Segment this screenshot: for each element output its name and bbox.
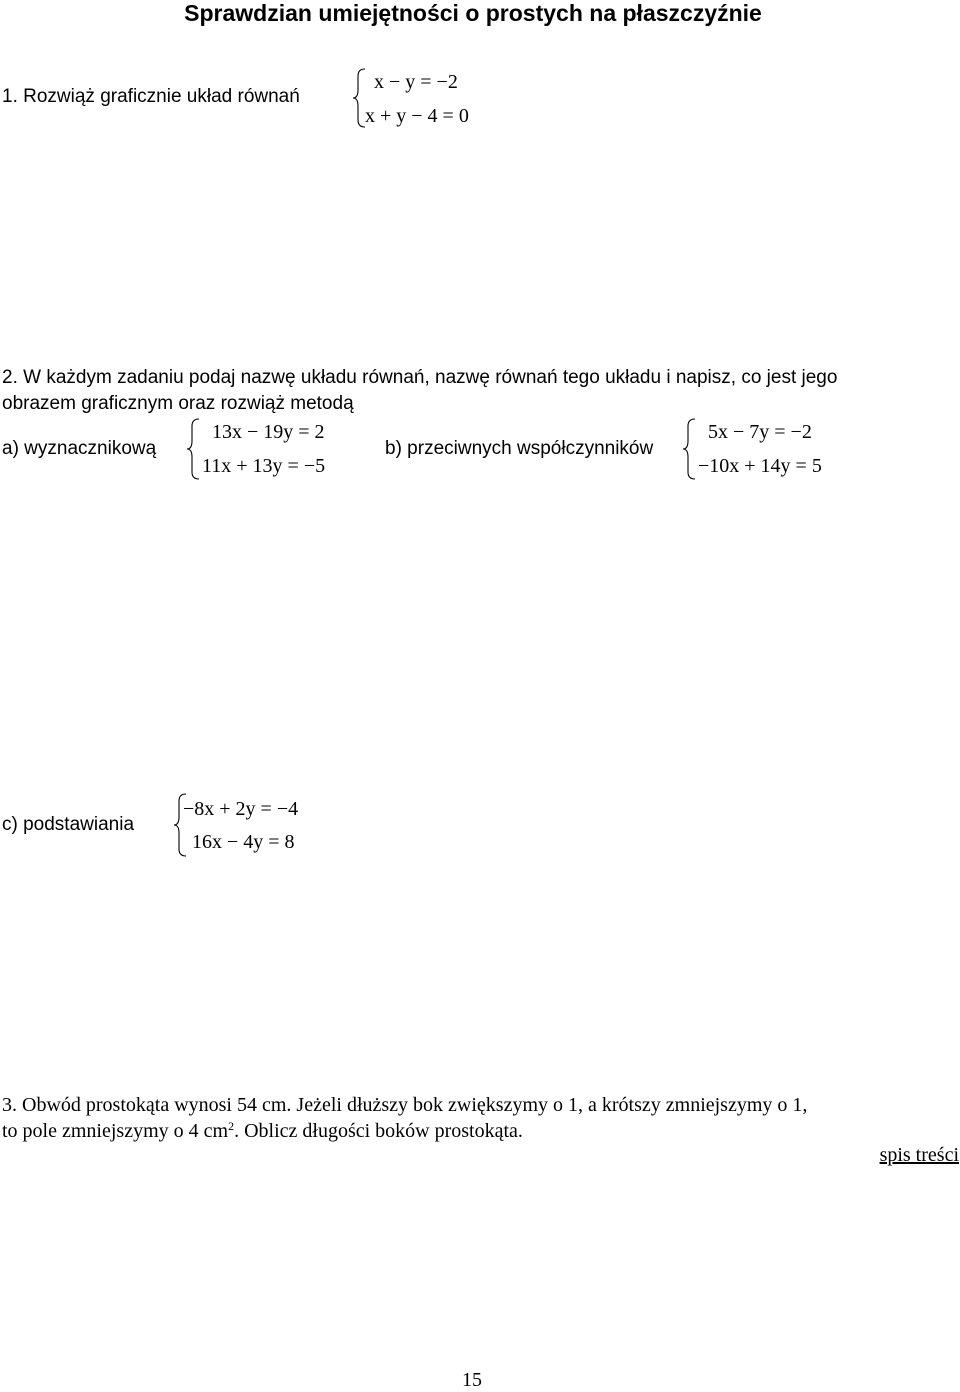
task2-text-line-2: obrazem graficznym oraz rozwiąż metodą bbox=[2, 393, 354, 414]
task1-label: 1. Rozwiąż graficznie układ równań bbox=[2, 86, 300, 107]
task2a-label: a) wyznacznikową bbox=[2, 438, 157, 459]
task3-superscript: 2 bbox=[228, 1119, 235, 1133]
task1-equation-2: x + y − 4 = 0 bbox=[365, 105, 469, 127]
task1-equation-1: x − y = −2 bbox=[374, 71, 458, 93]
toc-link[interactable]: spis treści bbox=[879, 1144, 959, 1166]
task3-text-line-2 bbox=[2, 1119, 523, 1143]
task2c-equation-1: −8x + 2y = −4 bbox=[183, 798, 299, 820]
task2c-equation-2: 16x − 4y = 8 bbox=[192, 831, 295, 853]
task1-brace bbox=[352, 68, 366, 128]
task2a-equation-2: 11x + 13y = −5 bbox=[202, 455, 326, 477]
task3-text-before: to pole zmniejszymy o 4 cm bbox=[2, 1120, 229, 1142]
task3-text-after: . Oblicz długości boków prostokąta. bbox=[234, 1120, 523, 1142]
page-number: 15 bbox=[462, 1369, 482, 1391]
task2-text-line-1: 2. W każdym zadaniu podaj nazwę układu równań, nazwę równań tego układu i napisz, co jest jego bbox=[2, 367, 838, 388]
task2a-equation-1: 13x − 19y = 2 bbox=[212, 421, 325, 443]
page-title: Sprawdzian umiejętności o prostych na płaszczyźnie bbox=[184, 0, 762, 26]
task3-text-line-1: 3. Obwód prostokąta wynosi 54 cm. Jeżeli dłuższy bok zwiększymy o 1, a krótszy zmniejszymy o 1, bbox=[2, 1094, 808, 1116]
task2b-equation-1: 5x − 7y = −2 bbox=[708, 421, 812, 443]
task2a-brace bbox=[186, 418, 200, 480]
task2b-label: b) przeciwnych współczynników bbox=[385, 438, 654, 459]
task2c-label: c) podstawiania bbox=[2, 814, 135, 835]
task2b-equation-2: −10x + 14y = 5 bbox=[698, 455, 822, 477]
task2b-brace bbox=[682, 418, 696, 480]
